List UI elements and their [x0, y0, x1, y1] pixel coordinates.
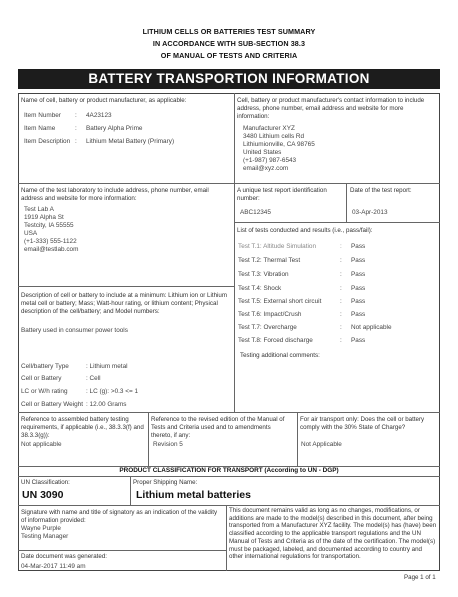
lab-line: Testcity, IA 55555	[24, 222, 74, 229]
contact-line: United States	[243, 149, 282, 156]
test-result: Pass	[351, 271, 366, 278]
test-name: Test T.6: Impact/Crush	[238, 311, 302, 318]
item-name-value: Battery Alpha Prime	[86, 125, 143, 132]
manual-ref-value: Revision 5	[153, 441, 183, 448]
report-date-label: Date of the test report:	[350, 187, 412, 194]
contact-email: email@xyz.com	[243, 165, 289, 172]
air-transport-value: Not Applicable	[301, 441, 342, 448]
doc-header-line3: OF MANUAL OF TESTS AND CRITERIA	[160, 51, 298, 60]
doc-header-line1: LITHIUM CELLS OR BATTERIES TEST SUMMARY	[142, 27, 316, 36]
lab-line: 1919 Alpha St	[24, 214, 64, 221]
assembled-ref-label: Reference to assembled battery testing requirements, if applicable (i.e., 38.3.3(f) and 38.3.3(g)):	[21, 416, 144, 439]
divider	[18, 505, 440, 506]
manual-ref-label: Reference to the revised edition of the Manual of Tests and Criteria used and to amendments thereto, if any:	[151, 416, 285, 439]
desc-row-value: : 12.00 Grams	[86, 401, 127, 408]
additional-comments-label: Testing additional comments:	[240, 352, 320, 359]
report-date-value: 03-Apr-2013	[352, 209, 388, 216]
colon: :	[340, 337, 342, 344]
lab-line: (+1-333) 555-1122	[24, 238, 77, 245]
divider	[18, 550, 226, 551]
colon: :	[340, 298, 342, 305]
desc-row-value: : Cell	[86, 375, 101, 382]
banner-title: BATTERY TRANSPORTION INFORMATION	[18, 69, 440, 89]
assembled-ref-value: Not applicable	[21, 441, 62, 448]
desc-row-label: LC or W/h rating	[21, 388, 68, 395]
desc-row-label: Cell or Battery	[21, 375, 62, 382]
item-desc-label: Item Description	[24, 138, 71, 145]
test-result: Pass	[351, 298, 366, 305]
divider	[18, 476, 440, 477]
desc-row-label: Cell or Battery Weight	[21, 401, 84, 408]
divider	[226, 505, 227, 571]
test-result: Pass	[351, 243, 366, 250]
report-id-value: ABC12345	[240, 209, 271, 216]
item-number-value: 4A23123	[86, 112, 112, 119]
classification-title: PRODUCT CLASSIFICATION FOR TRANSPORT (According to UN - DGP)	[119, 467, 339, 474]
colon: :	[340, 285, 342, 292]
contact-label: Cell, battery or product manufacturer's contact information to include address, phone number, email address and website for more information:	[237, 97, 425, 120]
manufacturer-label: Name of cell, battery or product manufacturer, as applicable:	[21, 97, 187, 104]
page-number: Page 1 of 1	[404, 574, 436, 581]
tests-label: List of tests conducted and results (i.e., pass/fail):	[237, 227, 373, 234]
colon: :	[340, 257, 342, 264]
colon: :	[340, 243, 342, 250]
description-text: Battery used in consumer power tools	[21, 327, 128, 334]
contact-line: Manufacturer XYZ	[243, 125, 295, 132]
test-name: Test T.8: Forced discharge	[238, 337, 313, 344]
test-result: Not applicable	[351, 324, 392, 331]
air-transport-label: For air transport only: Does the cell or battery comply with the 30% State of Charge?	[300, 416, 425, 431]
doc-header-line2: IN ACCORDANCE WITH SUB-SECTION 38.3	[152, 39, 306, 48]
desc-row-value: : LC (g): >0.3 <= 1	[86, 388, 139, 395]
signatory-title: Testing Manager	[21, 533, 69, 540]
divider	[234, 222, 440, 223]
test-result: Pass	[351, 257, 366, 264]
test-name: Test T.5: External short circuit	[238, 298, 322, 305]
colon: :	[340, 324, 342, 331]
shipping-name-value: Lithium metal batteries	[136, 489, 251, 501]
un-classification-value: UN 3090	[22, 489, 64, 501]
divider	[18, 286, 234, 287]
test-name: Test T.2: Thermal Test	[238, 257, 301, 264]
test-result: Pass	[351, 285, 366, 292]
item-name-label: Item Name	[24, 125, 56, 132]
test-name: Test T.4: Shock	[238, 285, 282, 292]
test-name: Test T.1: Altitude Simulation	[238, 243, 317, 250]
item-number-label: Item Number	[24, 112, 61, 119]
colon: :	[75, 112, 77, 119]
divider	[346, 183, 347, 222]
colon: :	[340, 271, 342, 278]
generated-label: Date document was generated:	[21, 553, 107, 560]
contact-line: 3480 Lithium cells Rd	[243, 133, 305, 140]
lab-label: Name of the test laboratory to include address, phone number, email address and website for more information:	[21, 187, 209, 202]
validity-statement: This document remains valid as long as no changes, modifications, or additions are made to the model(s) described in this document, after being transported from a Manufacturer XYZ facility. The model(s) has (have) been classified according to the applicable transport regulations and the UN Manual of Tests and Criteria as of the date of the certification. The model(s) must be packaged, labeled, and documented according to country and other international regulations for transportation.	[229, 507, 437, 561]
description-label: Description of cell or battery to include at a minimum: Lithium ion or Lithium metal cell or battery; Mass; Watt-hour rating, or lithium content; Physical description of the cell/battery; and Model numbers:	[21, 292, 227, 315]
shipping-name-label: Proper Shipping Name:	[133, 479, 198, 486]
divider	[234, 93, 235, 412]
contact-line: Lithiumionville, CA 98765	[243, 141, 315, 148]
report-id-label: A unique test report identification number:	[237, 187, 327, 202]
divider	[130, 476, 131, 505]
test-name: Test T.7: Overcharge	[238, 324, 297, 331]
divider	[18, 412, 440, 413]
item-desc-value: Lithium Metal Battery (Primary)	[86, 138, 175, 145]
colon: :	[75, 125, 77, 132]
colon: :	[75, 138, 77, 145]
desc-row-label: Cell/battery Type	[21, 363, 69, 370]
signatory-name: Wayne Purple	[21, 525, 61, 532]
test-result: Pass	[351, 311, 366, 318]
test-name: Test T.3: Vibration	[238, 271, 289, 278]
contact-line: (+1-987) 987-6543	[243, 157, 297, 164]
divider	[18, 183, 440, 184]
lab-email: email@testlab.com	[24, 246, 79, 253]
divider	[297, 412, 298, 466]
un-classification-label: UN Classification:	[21, 479, 70, 486]
desc-row-value: : Lithium metal	[86, 363, 128, 370]
divider	[148, 412, 149, 466]
signature-label: Signature with name and title of signatory as an indication of the validity of information provided:	[21, 509, 218, 524]
lab-line: USA	[24, 230, 38, 237]
colon: :	[340, 311, 342, 318]
lab-line: Test Lab A	[24, 206, 54, 213]
test-result: Pass	[351, 337, 366, 344]
generated-value: 04-Mar-2017 11:49 am	[21, 563, 86, 570]
